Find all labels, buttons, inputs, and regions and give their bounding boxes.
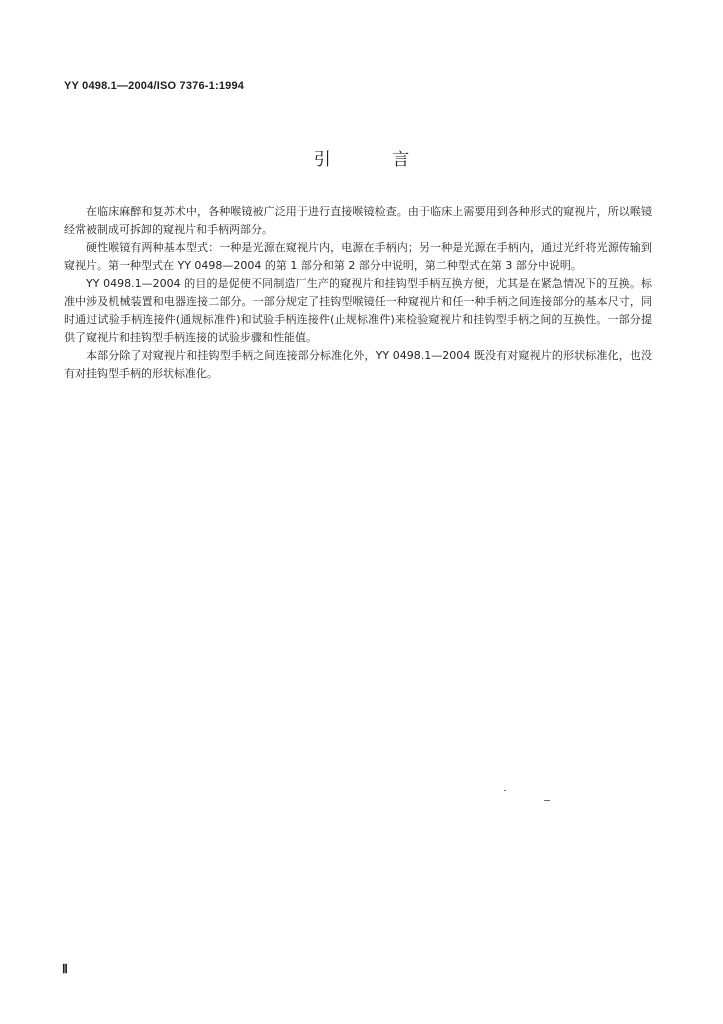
paragraph-3: YY 0498.1—2004 的目的是促使不同制造厂生产的窥视片和挂钩型手柄互换方便，尤其是在紧急情况下的互换。标准中涉及机械装置和电器连接二部分。一部分规定了挂钩型喉镜任一种窥视片和任一种手柄之间连接部分的基本尺寸，同时通过试验手柄连接件(通规标准件)和试验手柄连接件(止规标准件)来检验窥视片和挂钩型手柄之间的互换性。一部分提供了窥视片和挂钩型手柄连接的试验步骤和性能值。 <box>64 277 652 344</box>
paragraph-4: 本部分除了对窥视片和挂钩型手柄之间连接部分标准化外，YY 0498.1—2004 既没有对窥视片的形状标准化，也没有对挂钩型手柄的形状标准化。 <box>64 349 652 380</box>
scan-speck <box>504 790 506 791</box>
page-title: 引 言 <box>313 150 438 170</box>
scan-specks <box>504 786 564 806</box>
scan-speck <box>544 800 550 801</box>
standard-code-header: YY 0498.1—2004/ISO 7376-1:1994 <box>64 80 245 92</box>
paragraph-1: 在临床麻醉和复苏术中，各种喉镜被广泛用于进行直接喉镜检查。由于临床上需要用到各种形式的窥视片，所以喉镜经常被制成可拆卸的窥视片和手柄两部分。 <box>64 205 652 236</box>
paragraph-2: 硬性喉镜有两种基本型式：一种是光源在窥视片内，电源在手柄内；另一种是光源在手柄内，通过光纤将光源传输到窥视片。第一种型式在 YY 0498—2004 的第 1 部分和第 2 部分中说明，第二种型式在第 3 部分中说明。 <box>64 241 652 272</box>
introduction-body <box>64 203 652 383</box>
page-number: Ⅱ <box>62 962 68 976</box>
